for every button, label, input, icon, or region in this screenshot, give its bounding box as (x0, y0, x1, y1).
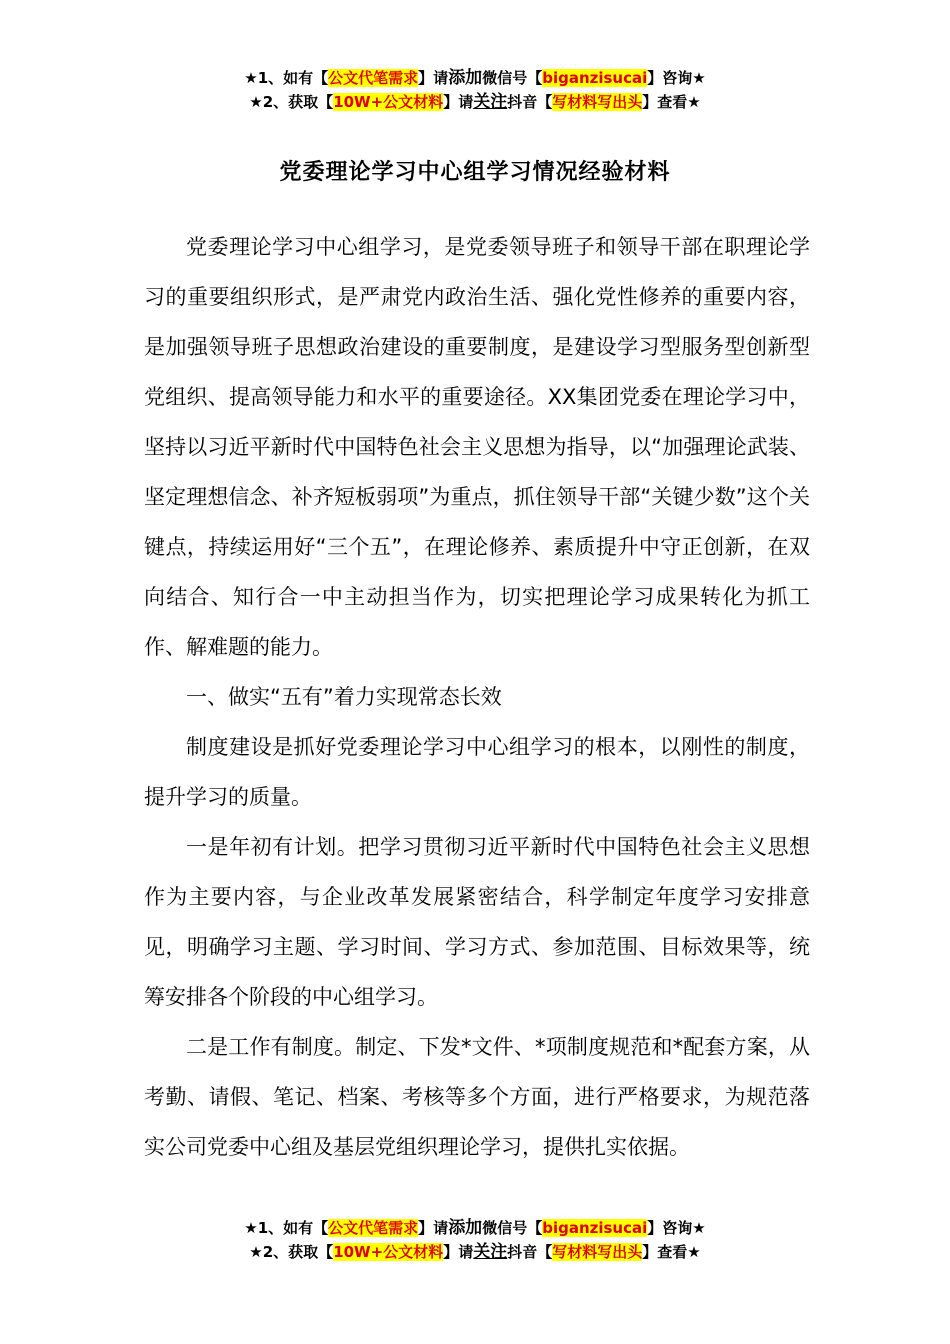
promo-banner-bottom (0, 1216, 950, 1264)
promo-text: 】咨询★ (647, 1219, 706, 1237)
promo-line-2 (0, 1240, 950, 1264)
promo-text: ★2、获取【 (249, 93, 334, 111)
section-heading: 一、做实“五有”着力实现常态长效 (186, 685, 502, 709)
promo-highlight: 10W+公文材料 (333, 1243, 444, 1261)
promo-text: 微信号【 (482, 1219, 543, 1237)
promo-emphasis: 关注 (473, 92, 508, 112)
paragraph: 制度建设是抓好党委理论学习中心组学习的根本，以刚性的制度，提升学习的质量。 (144, 735, 810, 809)
promo-line-1 (0, 1216, 950, 1240)
promo-text: 微信号【 (482, 69, 543, 87)
promo-emphasis: 添加 (448, 68, 483, 88)
promo-line-1 (0, 66, 950, 90)
promo-text: 】查看★ (642, 1243, 701, 1261)
promo-emphasis: 添加 (448, 1218, 483, 1238)
paragraph: 一是年初有计划。把学习贯彻习近平新时代中国特色社会主义思想作为主要内容，与企业改革发展紧密结合，科学制定年度学习安排意见，明确学习主题、学习时间、学习方式、参加范围、目标效果等，统筹安排各个阶段的中心组学习。 (144, 835, 810, 1009)
paragraph: 二是工作有制度。制定、下发*文件、*项制度规范和*配套方案，从考勤、请假、笔记、档案、考核等多个方面，进行严格要求，为规范落实公司党委中心组及基层党组织理论学习，提供扎实依据。 (144, 1035, 810, 1159)
promo-highlight: 公文代笔需求 (328, 69, 419, 87)
promo-text: 抖音【 (507, 1243, 553, 1261)
promo-text: ★1、如有【 (244, 1219, 329, 1237)
promo-text: 】请 (443, 93, 474, 111)
promo-text: 抖音【 (507, 93, 553, 111)
promo-highlight-douyin: 写材料写出头 (552, 93, 643, 111)
promo-highlight: 公文代笔需求 (328, 1219, 419, 1237)
promo-text: 】查看★ (642, 93, 701, 111)
promo-text: 】请 (418, 69, 449, 87)
promo-text: 】咨询★ (647, 69, 706, 87)
promo-highlight-wechat: biganzisucai (542, 69, 648, 87)
promo-text: ★2、获取【 (249, 1243, 334, 1261)
paragraph-intro: 党委理论学习中心组学习，是党委领导班子和领导干部在职理论学习的重要组织形式，是严肃党内政治生活、强化党性修养的重要内容，是加强领导班子思想政治建设的重要制度，是建设学习型服务型创新型党组织、提高领导能力和水平的重要途径。XX集团党委在理论学习中，坚持以习近平新时代中国特色社会主义思想为指导，以“加强理论武装、坚定理想信念、补齐短板弱项”为重点，抓住领导干部“关键少数”这个关键点，持续运用好“三个五”，在理论修养、素质提升中守正创新，在双向结合、知行合一中主动担当作为，切实把理论学习成果转化为抓工作、解难题的能力。 (144, 235, 810, 659)
promo-banner-top (0, 66, 950, 114)
promo-emphasis: 关注 (473, 1242, 508, 1262)
promo-highlight-wechat: biganzisucai (542, 1219, 648, 1237)
promo-text: ★1、如有【 (244, 69, 329, 87)
promo-highlight-douyin: 写材料写出头 (552, 1243, 643, 1261)
promo-text: 】请 (418, 1219, 449, 1237)
document-body (144, 222, 810, 1172)
promo-highlight: 10W+公文材料 (333, 93, 444, 111)
promo-text: 】请 (443, 1243, 474, 1261)
promo-line-2 (0, 90, 950, 114)
document-title: 党委理论学习中心组学习情况经验材料 (279, 160, 671, 185)
